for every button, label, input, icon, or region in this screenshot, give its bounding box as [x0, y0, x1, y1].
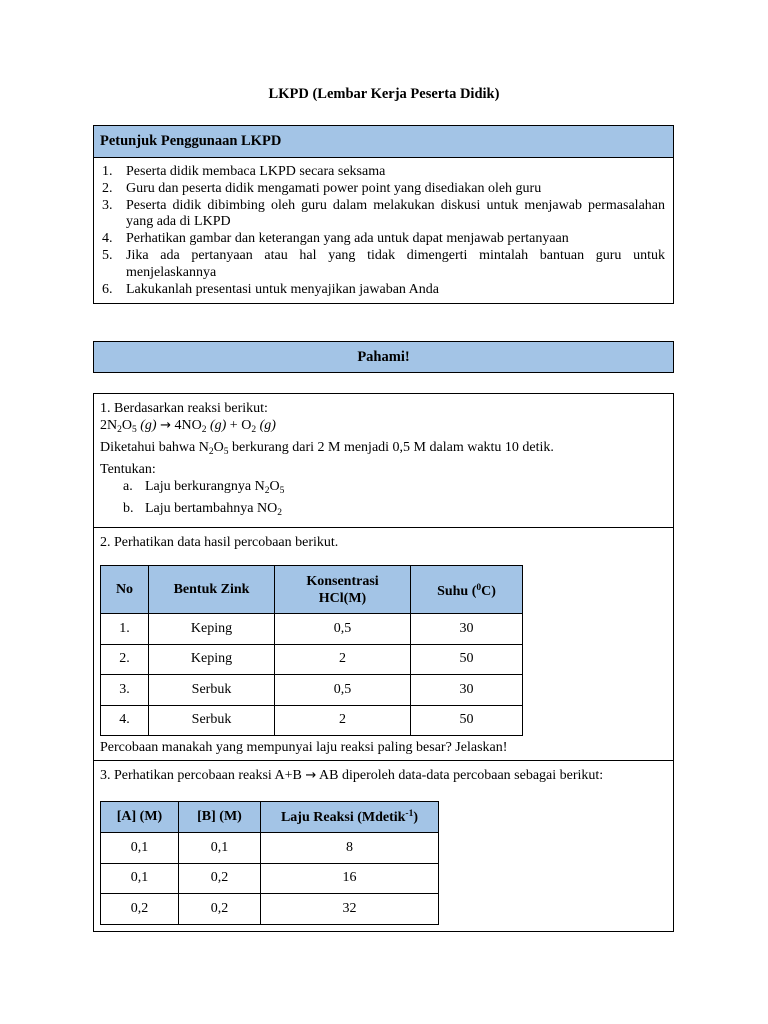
zinc-experiment-table: [100, 565, 523, 736]
pahami-header: Pahami!: [93, 341, 674, 373]
instruction-item: 4. Perhatikan gambar dan keterangan yang ada untuk dapat menjawab pertanyaan: [102, 231, 569, 247]
table-row: 0,1 0,1 8: [101, 833, 439, 864]
col-concentration-b: [B] (M): [179, 802, 261, 833]
instruction-item: 3. Peserta didik dibimbing oleh guru dalam melakukan diskusi untuk menjawab permasalahan yang ada di LKPD: [102, 197, 665, 230]
instructions-panel: [93, 125, 674, 304]
q2-question: Percobaan manakah yang mempunyai laju reaksi paling besar? Jelaskan!: [100, 740, 508, 755]
q1-known: Diketahui bahwa $N_2O_5$ berkurang dari 2 M menjadi 0,5 M dalam waktu 10 detik.: [100, 440, 554, 457]
q1-tentukan: Tentukan:: [100, 462, 156, 477]
col-suhu: Suhu ($^0$C): [411, 566, 523, 614]
col-no: No: [101, 566, 149, 614]
q1-part-b: b. Laju bertambahnya $NO_2$: [123, 501, 282, 518]
col-bentuk-zink: Bentuk Zink: [149, 566, 275, 614]
q1-intro: 1. Berdasarkan reaksi berikut:: [100, 401, 268, 416]
questions-panel: [93, 393, 674, 932]
col-concentration-a: [A] (M): [101, 802, 179, 833]
instruction-item: 5. Jika ada pertanyaan atau hal yang tidak dimengerti mintalah bantuan guru untuk menjelaskannya: [102, 247, 665, 280]
instruction-item: 6. Lakukanlah presentasi untuk menyajikan jawaban Anda: [102, 281, 439, 297]
q1-equation: $2N_2O_5$ $(g) \to 4NO_2$ $(g) + O_2$ (g): [100, 418, 276, 435]
table-row: 4. Serbuk 2 50: [101, 705, 523, 736]
col-konsentrasi: Konsentrasi HCl(M): [275, 566, 411, 614]
question-3: [94, 761, 673, 931]
table-header-row: [101, 802, 439, 833]
q1-part-a: a. Laju berkurangnya $N_2O_5$: [123, 479, 285, 496]
question-2: [94, 528, 673, 761]
table-row: 0,2 0,2 32: [101, 894, 439, 925]
instruction-item: 2. Guru dan peserta didik mengamati power point yang disediakan oleh guru: [102, 180, 542, 196]
table-row: 2. Keping 2 50: [101, 644, 523, 675]
instruction-item: 1. Peserta didik membaca LKPD secara seksama: [102, 164, 386, 179]
table-row: 3. Serbuk 0,5 30: [101, 675, 523, 706]
table-header-row: [101, 566, 523, 614]
rate-experiment-table: [100, 801, 439, 925]
q3-intro: 3. Perhatikan percobaan reaksi A+B → AB diperoleh data-data percobaan sebagai berikut:: [100, 768, 604, 783]
q2-intro: 2. Perhatikan data hasil percobaan berikut.: [100, 535, 339, 550]
table-row: 1. Keping 0,5 30: [101, 614, 523, 645]
table-row: 0,1 0,2 16: [101, 863, 439, 894]
question-1: [94, 394, 673, 528]
instructions-header: Petunjuk Penggunaan LKPD: [94, 126, 673, 158]
instructions-list: [94, 158, 673, 298]
col-laju-reaksi: Laju Reaksi (Mdetik$^{-1}$): [261, 802, 439, 833]
worksheet-title: LKPD (Lembar Kerja Peserta Didik): [268, 86, 500, 102]
